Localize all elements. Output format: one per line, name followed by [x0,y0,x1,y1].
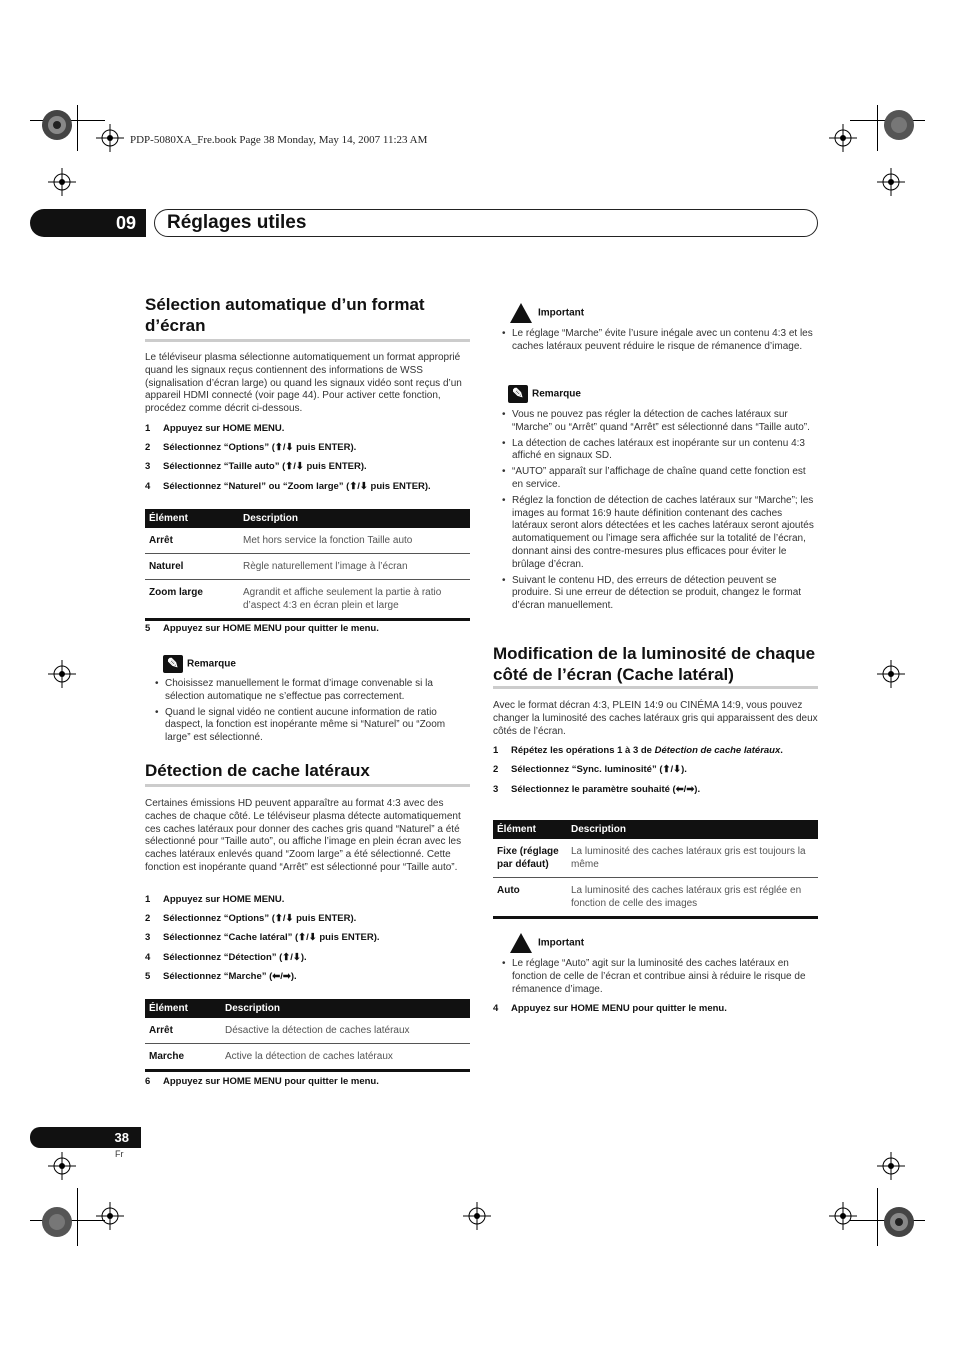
note-heading: ✎Remarque [163,655,236,673]
table-row: Arrêt Met hors service la fonction Taille auto [145,528,470,554]
chapter-title: Réglages utiles [154,209,818,237]
section-rule [493,686,818,689]
important-list [502,958,818,999]
note-heading: ✎Remarque [508,385,581,403]
important-heading: Important [510,933,584,953]
step-item: 1 Appuyez sur HOME MENU. [145,423,285,434]
step-item: 3 Sélectionnez “Taille auto” (⬆/⬇ puis ENTER). [145,461,367,472]
crop-mark [77,1188,78,1246]
list-item: • Le réglage “Auto” agit sur la luminosité des caches latéraux en fonction de celle de l’écran et contribue ainsi à réduire le risque de rémanence d’image. [502,958,818,996]
table-row: Arrêt Désactive la détection de caches latéraux [145,1018,470,1044]
step-item: 1 Répétez les opérations 1 à 3 de Détection de cache latéraux. [493,745,783,756]
warning-icon [510,933,532,953]
step-item: 3 Sélectionnez le paramètre souhaité (⬅/➡). [493,784,701,795]
section-title: Modification de la luminosité de chaque côté de l’écran (Cache latéral) [493,644,816,684]
options-table [145,509,470,621]
note-list [502,409,818,616]
target-mark-icon [48,660,76,688]
important-list [502,328,818,357]
target-mark-icon [829,1202,857,1230]
target-mark-icon [96,1202,124,1230]
chapter-header [30,209,818,237]
registration-mark-icon [40,1205,74,1239]
table-row: Naturel Règle naturellement l’image à l’écran [145,554,470,580]
target-mark-icon [829,124,857,152]
important-heading: Important [510,303,584,323]
list-item: • Suivant le contenu HD, des erreurs de détection peuvent se produire. Si une erreur de détection se produit, changez le format d’écran manuellement. [502,575,818,613]
step-item: 5 Sélectionnez “Marche” (⬅/➡). [145,971,297,982]
note-list [155,678,470,748]
target-mark-icon [48,1152,76,1180]
table-header: Élément [145,999,221,1018]
target-mark-icon [463,1202,491,1230]
step-item: 4 Sélectionnez “Détection” (⬆/⬇). [145,952,307,963]
list-item: • “AUTO” apparaît sur l’affichage de chaîne quand cette fonction est en service. [502,466,818,492]
table-row: Marche Active la détection de caches latéraux [145,1044,470,1071]
file-info: PDP-5080XA_Fre.book Page 38 Monday, May 14, 2007 11:23 AM [130,134,428,146]
step-item: 6 Appuyez sur HOME MENU pour quitter le menu. [145,1076,379,1087]
crop-mark [77,105,78,151]
table-row: Zoom large Agrandit et affiche seulement la partie à ratio d’aspect 4:3 en écran plein et large [145,580,470,620]
crop-mark [877,105,878,151]
crop-mark [877,1188,878,1246]
section-auto-format [145,294,470,336]
options-table [493,820,818,919]
target-mark-icon [877,660,905,688]
list-item: • Réglez la fonction de détection de caches latéraux sur “Marche”; les images au format 16:9 haute définition contenant des caches latéraux seront alors détectées et les caches latéraux seront ajoutés automatiquement ou l’image sera affichée sur la totalité de l’écran, donnant ainsi des contre-mesures plus efficaces pour éviter le brûlage d’écran. [502,495,818,572]
section-intro: Certaines émissions HD peuvent apparaître au format 4:3 avec des caches de chaque côté. Le téléviseur plasma détecte automatiquement ces caches latéraux pour donner des caches gris quand “Naturel” a été sélectionné pour “Taille auto”, ou affiche l’image en plein écran avec les caches latéraux enlevés quand “Zoom large” a été sélectionné. Cette fonction est inopérante quand “Arrêt” est sélectionné pour “Taille auto”. [145,798,462,873]
list-item: • Quand le signal vidéo ne contient aucune information de ratio daspect, la fonction est inopérante même si “Naturel” ou “Zoom large” est sélectionné. [155,707,470,745]
section-title: Sélection automatique d’un format d’écran [145,295,425,335]
language-code: Fr [115,1149,124,1159]
note-pencil-icon [508,385,528,403]
list-item: • La détection de caches latéraux est inopérante sur un contenu 4:3 affiché en signaux SD. [502,438,818,464]
section-rule [145,339,470,342]
section-title: Détection de cache latéraux [145,761,370,780]
table-row: Auto La luminosité des caches latéraux gris est réglée en fonction de celle des images [493,878,818,918]
section-rule [145,784,470,787]
step-item: 3 Sélectionnez “Cache latéral” (⬆/⬇ puis ENTER). [145,932,380,943]
target-mark-icon [48,168,76,196]
target-mark-icon [96,124,124,152]
table-header: Élément [493,820,567,839]
table-header: Élément [145,509,239,528]
step-item: 1 Appuyez sur HOME MENU. [145,894,285,905]
table-header: Description [239,509,470,528]
note-pencil-icon [163,655,183,673]
section-intro: Le téléviseur plasma sélectionne automatiquement un format approprié quand les signaux reçus contiennent des informations de WSS (signalisation d’écran large) ou quand les signaux vidéo sont reçus d’un appareil HDMI connecté (voir page 44). Pour activer cette fonction, procédez comme décrit ci-dessous. [145,352,462,415]
step-item: 2 Sélectionnez “Sync. luminosité” (⬆/⬇). [493,764,687,775]
step-item: 4 Appuyez sur HOME MENU pour quitter le menu. [493,1003,727,1014]
options-table [145,999,470,1072]
list-item: • Le réglage “Marche” évite l’usure inégale avec un contenu 4:3 et les caches latéraux peuvent réduire le risque de rémanence d’image. [502,328,818,354]
list-item: • Vous ne pouvez pas régler la détection de caches latéraux sur “Marche” ou “Arrêt” quand “Arrêt” est sélectionné dans “Taille auto”. [502,409,818,435]
step-item: 5 Appuyez sur HOME MENU pour quitter le menu. [145,623,379,634]
registration-mark-icon [40,108,74,142]
step-item: 2 Sélectionnez “Options” (⬆/⬇ puis ENTER). [145,913,357,924]
table-header: Description [567,820,818,839]
section-brightness [493,643,818,685]
chapter-number: 09 [30,209,146,237]
section-side-panels [145,760,470,781]
page-number: 38 [30,1127,141,1148]
list-item: • Choisissez manuellement le format d’image convenable si la sélection automatique ne s’effectue pas correctement. [155,678,470,704]
registration-mark-icon [882,108,916,142]
table-row: Fixe (réglage par défaut) La luminosité des caches latéraux gris est toujours la même [493,839,818,878]
warning-icon [510,303,532,323]
step-item: 2 Sélectionnez “Options” (⬆/⬇ puis ENTER). [145,442,357,453]
step-item: 4 Sélectionnez “Naturel” ou “Zoom large” (⬆/⬇ puis ENTER). [145,481,431,492]
registration-mark-icon [882,1205,916,1239]
target-mark-icon [877,1152,905,1180]
target-mark-icon [877,168,905,196]
section-intro: Avec le format décran 4:3, PLEIN 14:9 ou CINÉMA 14:9, vous pouvez changer la luminosité des caches latéraux gris qui apparaissent des deux côtés de l’écran. [493,700,818,737]
table-header: Description [221,999,470,1018]
